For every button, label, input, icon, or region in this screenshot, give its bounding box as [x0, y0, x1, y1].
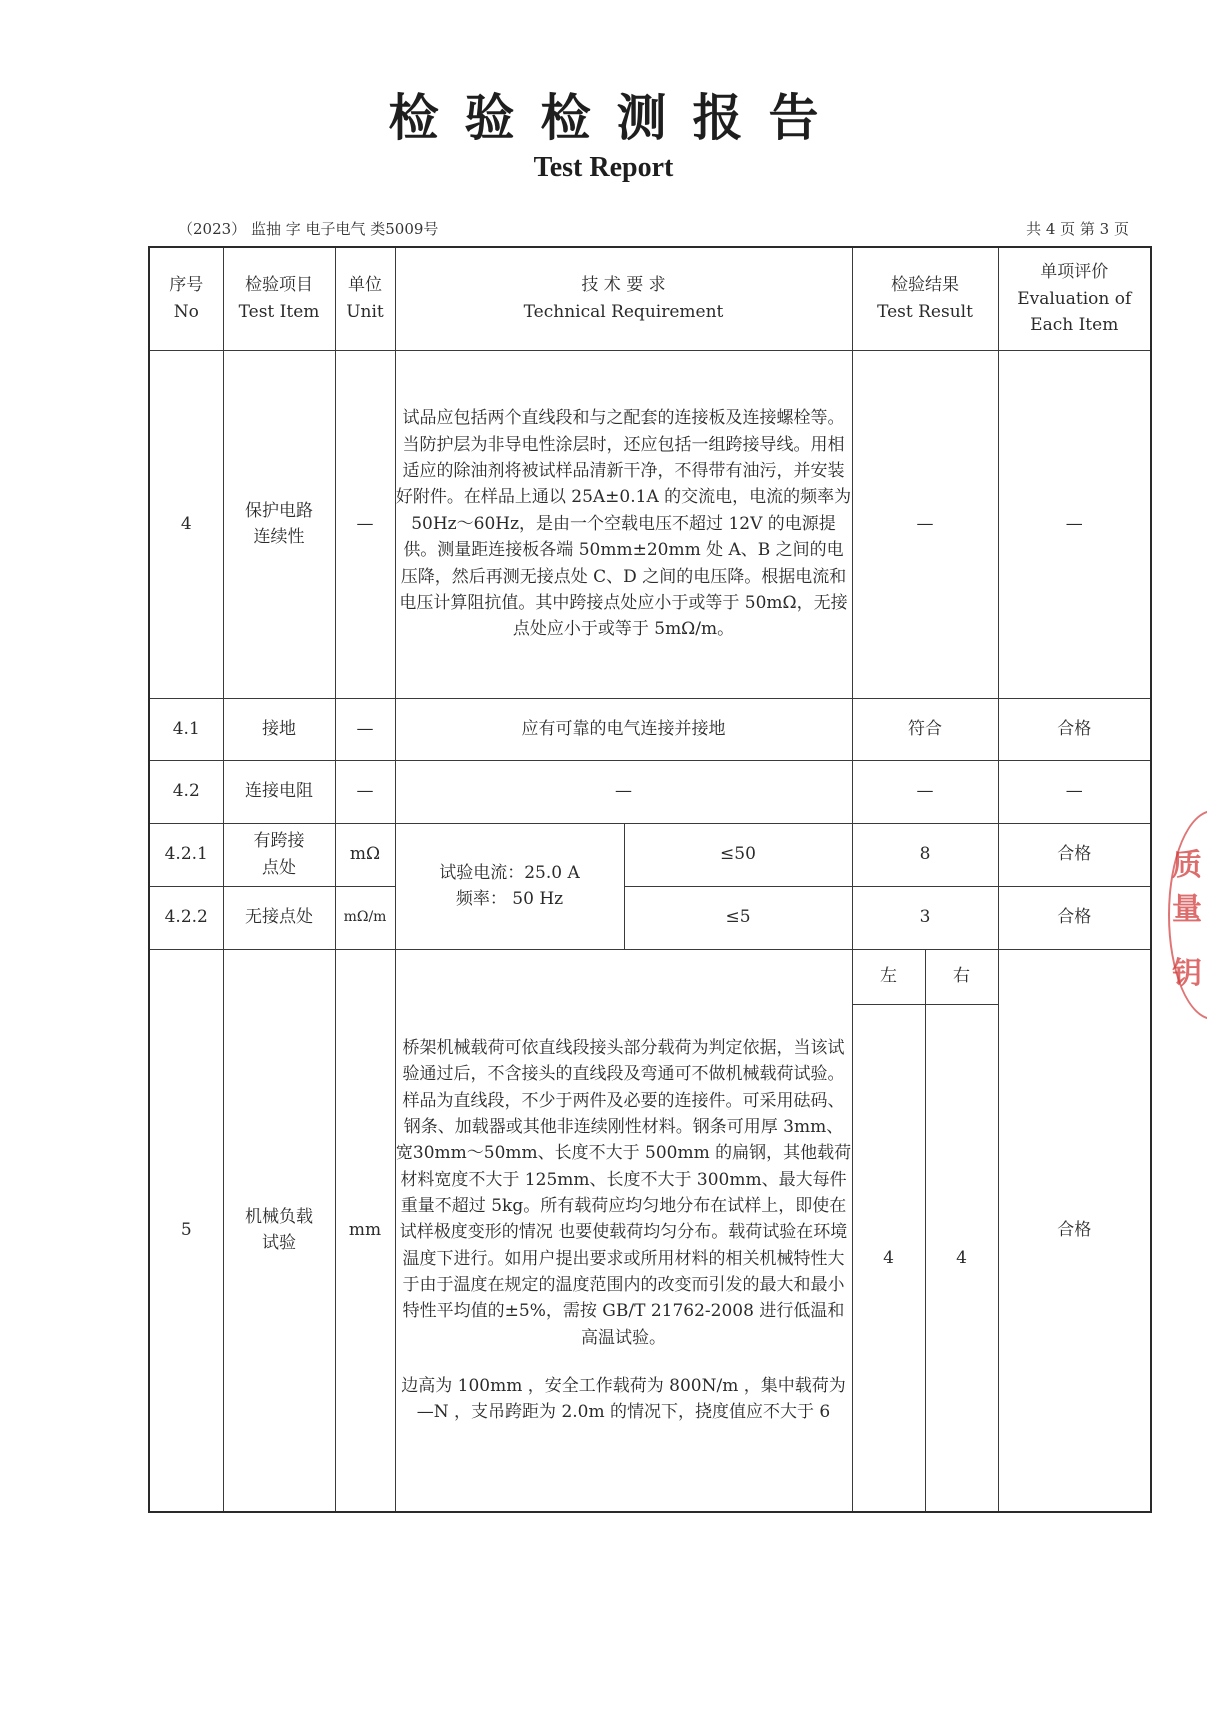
row-test-item: 有跨接 点处 [223, 823, 335, 886]
header-unit: 单位 Unit [335, 247, 395, 350]
table-header-row [149, 247, 1151, 350]
header-technical-requirement: 技 术 要 求 Technical Requirement [395, 247, 852, 350]
row-no: 4.2 [149, 760, 223, 823]
table-row [149, 760, 1151, 823]
result-right-value: 4 [925, 1004, 998, 1512]
result-left-value: 4 [852, 1004, 925, 1512]
table-row [149, 350, 1151, 698]
row-requirement: 桥架机械载荷可依直线段接头部分载荷为判定依据，当该试验通过后，不含接头的直线段及弯通可不做机械载荷试验。样品为直线段，不少于两件及必要的连接件。可采用砝码、钢条、加载器或其他非连续刚性材料。钢条可用厚 3mm、宽30mm～50mm、长度不大于 500mm 的扁钢，其他载荷材料宽度不大于 125mm、长度不大于 300mm、最大每件重量不超过 5kg。所有载荷应均匀地分布在试样上，即使在试样极度变形的情况 也要使载荷均匀分布。载荷试验在环境温度下进行。如用户提出要求或所用材料的相关机械特性大于由于温度在规定的温度范围内的改变而引发的最大和最小特性平均值的±5%，需按 GB/T 21762-2008 进行低温和高温试验。 边高为 100mm ，安全工作载荷为 800N/m ，集中载荷为—N ，支吊跨距为 2.0m 的情况下，挠度值应不大于 6 [395, 949, 852, 1512]
row-unit: — [335, 350, 395, 698]
row-requirement: 应有可靠的电气连接并接地 [395, 698, 852, 760]
row-evaluation: 合格 [998, 698, 1151, 760]
row-no: 5 [149, 949, 223, 1512]
row-limit: ≤5 [624, 886, 852, 949]
row-evaluation: 合格 [998, 823, 1151, 886]
header-test-item: 检验项目 Test Item [223, 247, 335, 350]
seal-stamp-text: 钥 [1172, 956, 1202, 991]
header-no: 序号 No [149, 247, 223, 350]
header-evaluation: 单项评价 Evaluation of Each Item [998, 247, 1151, 350]
report-reference-number: （2023） 监抽 字 电子电气 类5009号 [178, 220, 439, 238]
row-test-item: 连接电阻 [223, 760, 335, 823]
row-unit: mΩ/m [335, 886, 395, 949]
row-unit: — [335, 760, 395, 823]
row-no: 4.1 [149, 698, 223, 760]
row-result: 8 [852, 823, 998, 886]
row-test-item: 保护电路 连续性 [223, 350, 335, 698]
result-right-label: 右 [925, 949, 998, 1004]
row-limit: ≤50 [624, 823, 852, 886]
row-result: — [852, 760, 998, 823]
row-unit: mΩ [335, 823, 395, 886]
row-no: 4.2.1 [149, 823, 223, 886]
table-row [149, 823, 1151, 886]
row-result: — [852, 350, 998, 698]
row-no: 4.2.2 [149, 886, 223, 949]
row-no: 4 [149, 350, 223, 698]
test-frequency: 频率： 50 Hz [455, 889, 564, 909]
test-current: 试验电流：25.0 A [439, 862, 580, 883]
report-title-en: Test Report [533, 152, 674, 183]
result-left-label: 左 [852, 949, 925, 1004]
row-requirement: 试品应包括两个直线段和与之配套的连接板及连接螺栓等。当防护层为非导电性涂层时，还应包括一组跨接导线。用相适应的除油剂将被试样品清新干净，不得带有油污，并安装好附件。在样品上通以 25A±0.1A 的交流电，电流的频率为50Hz～60Hz，是由一个空载电压不超过 12V 的电源提供。测量距连接板各端 50mm±20mm 处 A、B 之间的电压降，然后再测无接点处 C、D 之间的电压降。根据电流和电压计算阻抗值。其中跨接点处应小于或等于 50mΩ，无接点处应小于或等于 5mΩ/m。 [395, 350, 852, 698]
table-row [149, 698, 1151, 760]
seal-stamp-text: 质量 [1172, 848, 1202, 927]
report-title-cn: 检验检测报告 [388, 89, 845, 147]
row-evaluation: — [998, 350, 1151, 698]
row-test-item: 无接点处 [223, 886, 335, 949]
row-evaluation: — [998, 760, 1151, 823]
table-row [149, 886, 1151, 949]
test-conditions [395, 823, 624, 949]
row-test-item: 机械负载 试验 [223, 949, 335, 1512]
test-results-table [148, 246, 1152, 1513]
row-requirement: — [395, 760, 852, 823]
row-evaluation: 合格 [998, 949, 1151, 1512]
row-evaluation: 合格 [998, 886, 1151, 949]
row-test-item: 接地 [223, 698, 335, 760]
row-result: 符合 [852, 698, 998, 760]
row-result: 3 [852, 886, 998, 949]
row-unit: — [335, 698, 395, 760]
page-indicator: 共 4 页 第 3 页 [1026, 220, 1129, 238]
header-test-result: 检验结果 Test Result [852, 247, 998, 350]
table-row [149, 949, 1151, 1004]
row-unit: mm [335, 949, 395, 1512]
